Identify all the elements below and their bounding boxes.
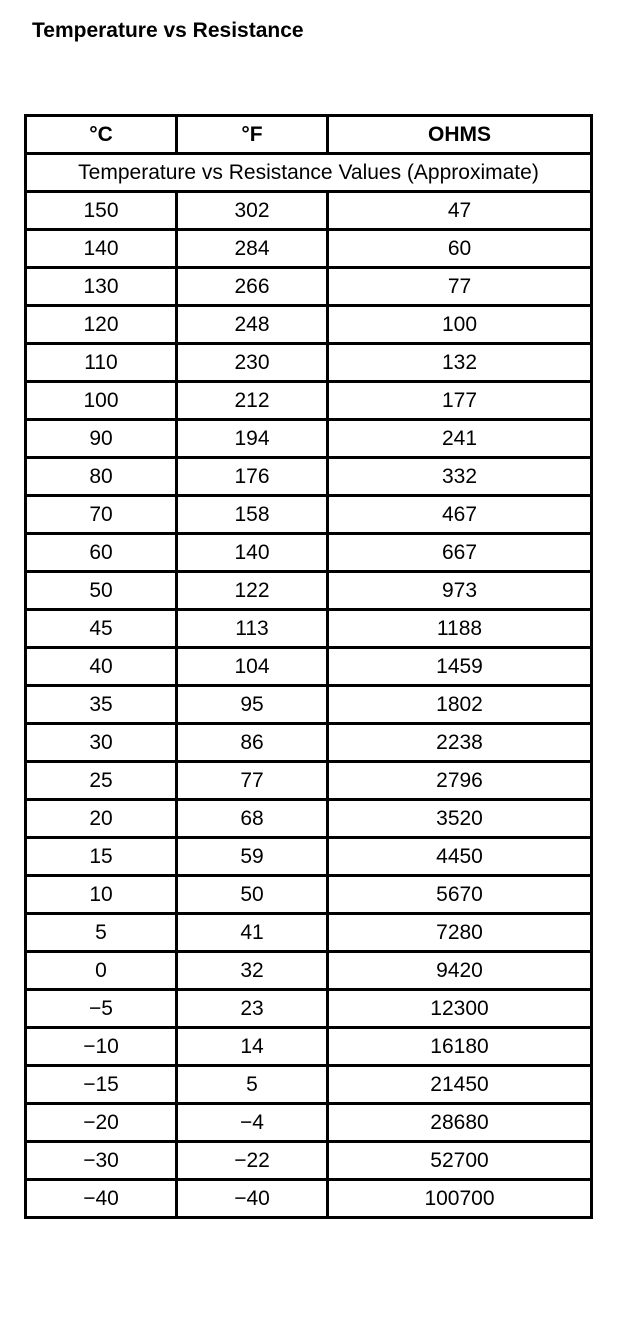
table-row [26,306,592,344]
cell-celsius: −30 [26,1142,177,1180]
cell-ohms: 5670 [328,876,592,914]
table-row [26,686,592,724]
table-row [26,1066,592,1104]
cell-fahrenheit: 212 [177,382,328,420]
table-row [26,572,592,610]
table-row [26,838,592,876]
table-row [26,1104,592,1142]
cell-fahrenheit: 158 [177,496,328,534]
table-row [26,382,592,420]
cell-ohms: 28680 [328,1104,592,1142]
cell-celsius: 5 [26,914,177,952]
cell-celsius: 20 [26,800,177,838]
cell-fahrenheit: 23 [177,990,328,1028]
cell-celsius: 25 [26,762,177,800]
cell-ohms: 667 [328,534,592,572]
cell-fahrenheit: 140 [177,534,328,572]
table-row [26,914,592,952]
cell-celsius: 40 [26,648,177,686]
table-row [26,230,592,268]
cell-fahrenheit: 59 [177,838,328,876]
cell-fahrenheit: 176 [177,458,328,496]
cell-fahrenheit: 68 [177,800,328,838]
cell-celsius: 0 [26,952,177,990]
table-caption: Temperature vs Resistance Values (Approximate) [26,154,592,192]
cell-ohms: 132 [328,344,592,382]
table-row [26,610,592,648]
cell-ohms: 241 [328,420,592,458]
cell-ohms: 21450 [328,1066,592,1104]
cell-ohms: 100700 [328,1180,592,1218]
cell-celsius: 100 [26,382,177,420]
cell-ohms: 9420 [328,952,592,990]
table-row [26,192,592,230]
cell-ohms: 973 [328,572,592,610]
cell-celsius: 50 [26,572,177,610]
cell-ohms: 4450 [328,838,592,876]
cell-fahrenheit: 194 [177,420,328,458]
cell-ohms: 52700 [328,1142,592,1180]
table-row [26,800,592,838]
cell-fahrenheit: −22 [177,1142,328,1180]
cell-celsius: −10 [26,1028,177,1066]
cell-ohms: 77 [328,268,592,306]
cell-ohms: 7280 [328,914,592,952]
table-row [26,1028,592,1066]
resistance-table [24,114,593,1219]
table-row [26,990,592,1028]
cell-fahrenheit: 14 [177,1028,328,1066]
header-ohms: OHMS [328,116,592,154]
cell-celsius: −15 [26,1066,177,1104]
table-row [26,268,592,306]
cell-celsius: 130 [26,268,177,306]
table-row [26,876,592,914]
cell-ohms: 16180 [328,1028,592,1066]
cell-fahrenheit: 266 [177,268,328,306]
cell-celsius: 120 [26,306,177,344]
cell-ohms: 332 [328,458,592,496]
cell-ohms: 2238 [328,724,592,762]
cell-ohms: 2796 [328,762,592,800]
cell-celsius: 15 [26,838,177,876]
cell-ohms: 12300 [328,990,592,1028]
header-fahrenheit: °F [177,116,328,154]
cell-fahrenheit: 41 [177,914,328,952]
cell-fahrenheit: 122 [177,572,328,610]
cell-celsius: 150 [26,192,177,230]
cell-celsius: 70 [26,496,177,534]
header-celsius: °C [26,116,177,154]
cell-celsius: −40 [26,1180,177,1218]
table-row [26,534,592,572]
table-row [26,952,592,990]
cell-celsius: 110 [26,344,177,382]
cell-celsius: 10 [26,876,177,914]
table-row [26,344,592,382]
cell-ohms: 3520 [328,800,592,838]
table-row [26,648,592,686]
cell-fahrenheit: 104 [177,648,328,686]
cell-fahrenheit: 230 [177,344,328,382]
cell-celsius: 60 [26,534,177,572]
resistance-table-container [24,114,590,1219]
cell-fahrenheit: 50 [177,876,328,914]
cell-celsius: 35 [26,686,177,724]
cell-fahrenheit: 77 [177,762,328,800]
header-row [26,116,592,154]
cell-ohms: 177 [328,382,592,420]
cell-celsius: −20 [26,1104,177,1142]
table-row [26,1142,592,1180]
page-title: Temperature vs Resistance [32,19,304,42]
cell-ohms: 1188 [328,610,592,648]
cell-celsius: 140 [26,230,177,268]
cell-fahrenheit: 5 [177,1066,328,1104]
table-row [26,420,592,458]
table-row [26,762,592,800]
cell-fahrenheit: 248 [177,306,328,344]
table-row [26,724,592,762]
cell-fahrenheit: 95 [177,686,328,724]
table-row [26,458,592,496]
cell-fahrenheit: −4 [177,1104,328,1142]
cell-fahrenheit: 113 [177,610,328,648]
cell-ohms: 1802 [328,686,592,724]
cell-ohms: 1459 [328,648,592,686]
cell-fahrenheit: 302 [177,192,328,230]
cell-fahrenheit: 86 [177,724,328,762]
cell-celsius: 45 [26,610,177,648]
table-body [26,192,592,1218]
cell-fahrenheit: 32 [177,952,328,990]
cell-celsius: 90 [26,420,177,458]
cell-fahrenheit: 284 [177,230,328,268]
cell-ohms: 60 [328,230,592,268]
cell-ohms: 100 [328,306,592,344]
cell-fahrenheit: −40 [177,1180,328,1218]
table-row [26,496,592,534]
table-row [26,1180,592,1218]
cell-ohms: 47 [328,192,592,230]
caption-row [26,154,592,192]
cell-celsius: 30 [26,724,177,762]
cell-ohms: 467 [328,496,592,534]
cell-celsius: −5 [26,990,177,1028]
cell-celsius: 80 [26,458,177,496]
